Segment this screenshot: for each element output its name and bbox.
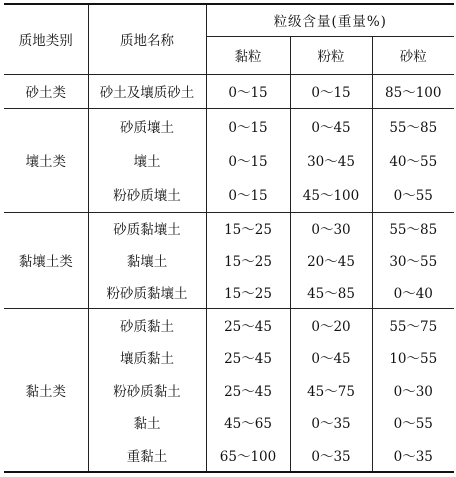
silt-value: 0～15 [290, 74, 372, 108]
texture-name: 壤土 [133, 153, 161, 170]
header-clay: 黏粒 [206, 36, 290, 74]
clay-value: 25～45 [224, 383, 272, 400]
sand-value: 85～100 [372, 74, 454, 108]
clay-value: 25～45 [224, 318, 272, 335]
header-category: 质地类别 [4, 4, 88, 74]
silt-value: 45～100 [302, 188, 360, 205]
texture-name: 砂质黏壤土 [113, 222, 181, 239]
texture-name: 黏壤土 [126, 253, 168, 270]
group-loam [4, 108, 454, 212]
category-cell: 砂土类 [4, 74, 88, 108]
category-cell: 黏土类 [4, 308, 88, 472]
header-sand: 砂粒 [372, 36, 454, 74]
clay-value: 0～15 [228, 153, 268, 170]
silt-value: 45～75 [307, 383, 355, 400]
header-silt: 粉粒 [290, 36, 372, 74]
silt-value: 0～35 [311, 448, 351, 465]
texture-name: 黏土 [133, 416, 161, 433]
texture-name: 砂土及壤质砂土 [88, 74, 206, 108]
texture-name-list [88, 108, 206, 212]
silt-value: 0～20 [311, 318, 351, 335]
texture-name-list [88, 308, 206, 472]
sand-value-list [372, 308, 454, 472]
sand-value: 55～85 [389, 222, 438, 239]
sand-value: 55～85 [389, 119, 438, 136]
soil-texture-table [4, 3, 454, 473]
clay-value: 15～25 [224, 285, 272, 302]
silt-value-list [290, 108, 372, 212]
table-row [4, 108, 454, 212]
sand-value-list [372, 212, 454, 308]
group-clay [4, 308, 454, 472]
clay-value: 15～25 [224, 222, 272, 239]
texture-name: 粉砂质黏壤土 [106, 285, 188, 302]
texture-name: 粉砂质壤土 [113, 188, 181, 205]
sand-value: 10～55 [389, 351, 438, 368]
texture-name: 砂质壤土 [120, 119, 174, 136]
sand-value: 0～35 [393, 448, 433, 465]
texture-name-list [88, 212, 206, 308]
clay-value: 65～100 [219, 448, 277, 465]
texture-name: 砂质黏土 [120, 318, 174, 335]
silt-value: 0～35 [311, 416, 351, 433]
texture-name: 壤质黏土 [120, 351, 174, 368]
silt-value-list [290, 212, 372, 308]
clay-value-list [206, 212, 290, 308]
clay-value-list [206, 108, 290, 212]
sand-value: 30～55 [389, 253, 438, 270]
table-row [4, 74, 454, 108]
sand-value-list [372, 108, 454, 212]
silt-value: 45～85 [307, 285, 355, 302]
sand-value: 55～75 [389, 318, 438, 335]
clay-value: 0～15 [228, 188, 268, 205]
texture-name: 重黏土 [126, 448, 168, 465]
category-cell: 黏壤土类 [4, 212, 88, 308]
table-row [4, 212, 454, 308]
sand-value: 0～30 [393, 383, 433, 400]
sand-value: 40～55 [389, 153, 438, 170]
silt-value: 30～45 [307, 153, 355, 170]
silt-value: 0～30 [311, 222, 351, 239]
texture-name: 粉砂质黏土 [113, 383, 181, 400]
silt-value: 20～45 [307, 253, 355, 270]
group-sand [4, 74, 454, 108]
category-cell: 壤土类 [4, 108, 88, 212]
clay-value: 0～15 [206, 74, 290, 108]
table-row [4, 308, 454, 472]
silt-value: 0～45 [311, 119, 351, 136]
clay-value: 15～25 [224, 253, 272, 270]
header-name: 质地名称 [88, 4, 206, 74]
silt-value-list [290, 308, 372, 472]
table-header [4, 4, 454, 74]
clay-value: 45～65 [224, 416, 272, 433]
header-particle-content: 粒级含量(重量%) [206, 4, 454, 36]
sand-value: 0～55 [393, 416, 433, 433]
clay-value: 25～45 [224, 351, 272, 368]
group-clay-loam [4, 212, 454, 308]
silt-value: 0～45 [311, 351, 351, 368]
sand-value: 0～40 [393, 285, 433, 302]
clay-value-list [206, 308, 290, 472]
clay-value: 0～15 [228, 119, 268, 136]
sand-value: 0～55 [393, 188, 433, 205]
